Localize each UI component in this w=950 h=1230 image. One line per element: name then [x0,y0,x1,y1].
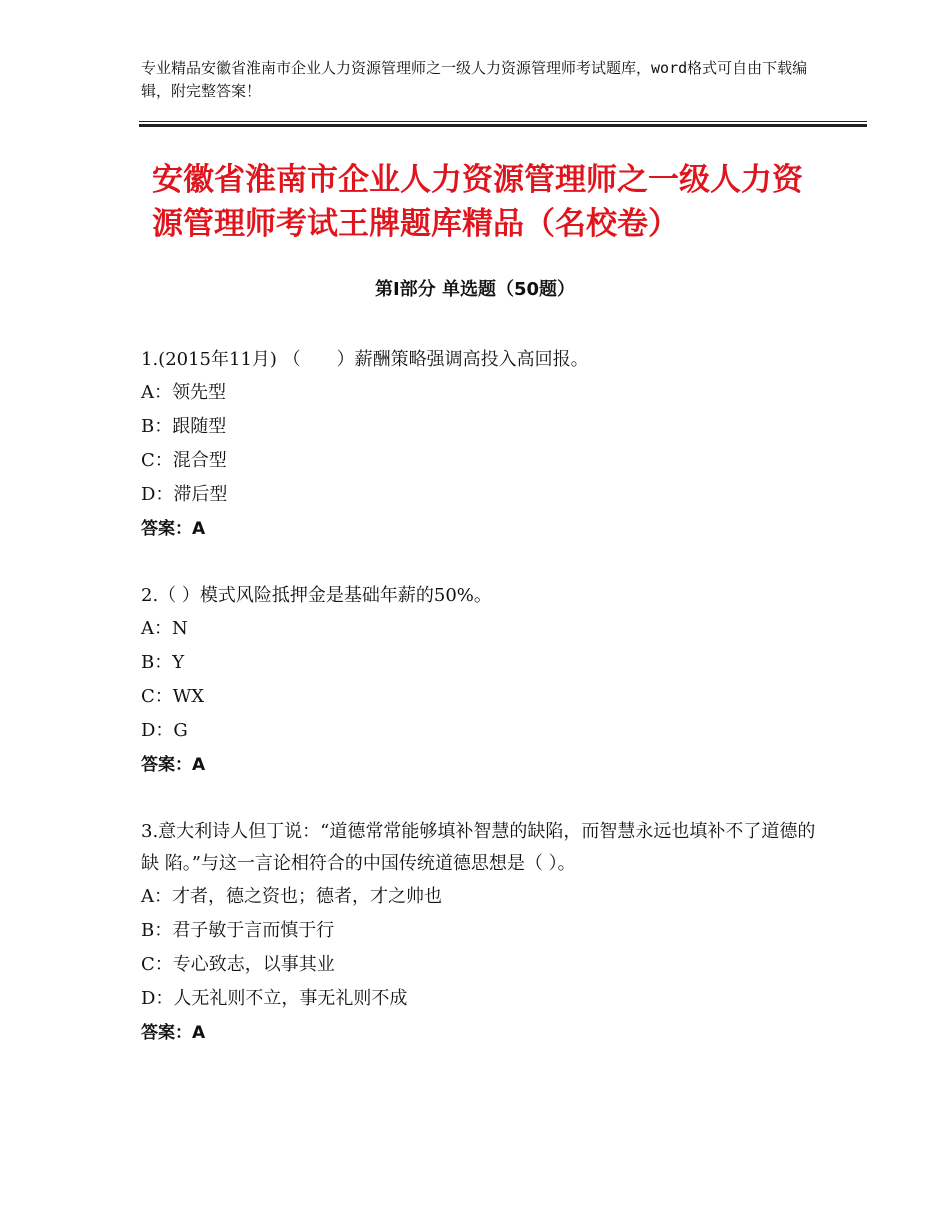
question-stem: 2.（ ）模式风险抵押金是基础年薪的50%。 [141,585,492,606]
question-2 [141,580,821,782]
option-d: D：G [141,720,188,741]
answer: 答案：A [141,1023,206,1043]
option-a: A：N [141,618,188,639]
option-a: A：领先型 [141,382,226,403]
option-b: B：君子敏于言而慎于行 [141,920,335,941]
option-b: B：Y [141,652,185,673]
question-3 [141,816,821,1050]
question-1 [141,344,821,546]
option-c: C：专心致志，以事其业 [141,954,335,975]
section-title: 第Ⅰ部分 单选题（50题） [374,279,575,300]
option-b: B：跟随型 [141,416,227,437]
question-stem: 1.(2015年11月) （ ）薪酬策略强调高投入高回报。 [141,349,589,370]
answer: 答案：A [141,755,206,775]
header-note: 专业精品安徽省淮南市企业人力资源管理师之一级人力资源管理师考试题库，word格式可自由下载编辑，附完整答案！ [141,59,808,100]
question-list [141,344,821,1084]
option-a: A：才者，德之资也；德者，才之帅也 [141,886,442,907]
header-divider-thin [139,121,867,122]
option-d: D：人无礼则不立，事无礼则不成 [141,988,408,1009]
document-title: 安徽省淮南市企业人力资源管理师之一级人力资源管理师考试王牌题库精品（名校卷） [152,162,803,242]
option-d: D：滞后型 [141,484,228,505]
question-stem: 3.意大利诗人但丁说：“道德常常能够填补智慧的缺陷，而智慧永远也填补不了道德的缺 陷。”与这一言论相符合的中国传统道德思想是（ ）。 [141,821,816,874]
answer: 答案：A [141,519,206,539]
header-divider-thick [139,124,867,127]
option-c: C：WX [141,686,205,707]
option-c: C：混合型 [141,450,227,471]
